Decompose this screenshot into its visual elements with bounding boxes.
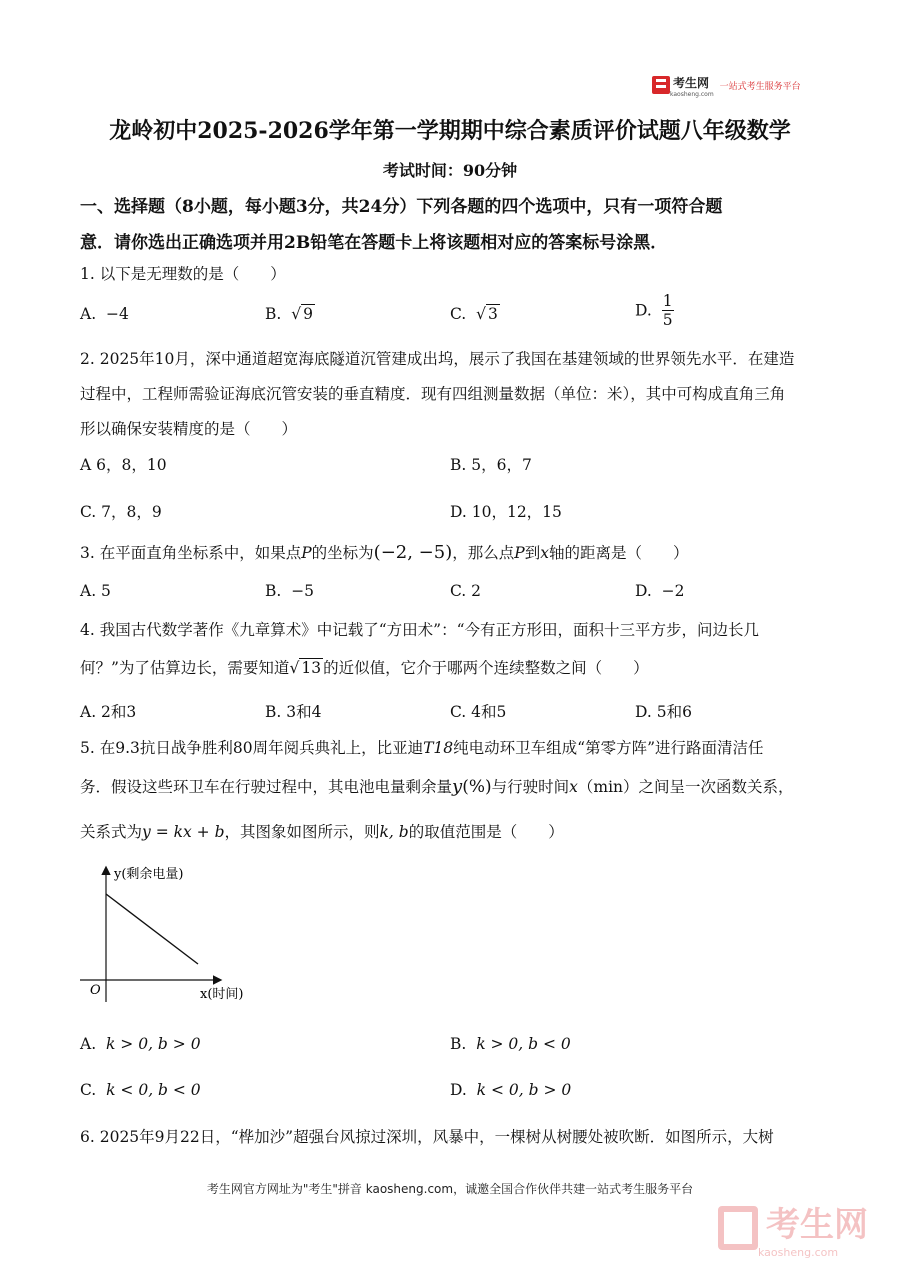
q5-line1: 5. 在9.3抗日战争胜利80周年阅兵典礼上，比亚迪T18纯电动环卫车组成“第零方阵”进行路面清洁任 [80, 739, 764, 757]
q5-option-c: C. k < 0, b < 0 [80, 1081, 201, 1099]
q3-stem: 3. 在平面直角坐标系中，如果点P的坐标为(−2, −5)，那么点P到x轴的距离是（ ） [80, 542, 689, 563]
logo-name: 考生网 [673, 76, 710, 90]
q5-option-b: B. k > 0, b < 0 [450, 1035, 571, 1053]
watermark-url: kaosheng.com [758, 1246, 839, 1259]
q5-line3: 关系式为y = kx + b，其图象如图所示，则k, b的取值范围是（ ） [80, 823, 564, 841]
q2-line3: 形以确保安装精度的是（ ） [80, 420, 298, 438]
section-heading-line2: 意．请你选出正确选项并用2B铅笔在答题卡上将该题相对应的答案标号涂黑． [80, 233, 668, 253]
q5-graph [80, 858, 270, 1008]
page-footer: 考生网官方网址为"考生"拼音 kaosheng.com，诚邀全国合作伙伴共建一站式考生服务平台 [206, 1182, 694, 1196]
q5-option-d: D. k < 0, b > 0 [450, 1081, 572, 1099]
site-logo [652, 74, 801, 96]
exam-time: 考试时间：90分钟 [382, 161, 518, 180]
function-line [106, 894, 198, 964]
q5-line2: 务．假设这些环卫车在行驶过程中，其电池电量剩余量y(%)与行驶时间x（min）之间呈一次函数关系， [80, 776, 794, 797]
q2-line1: 2. 2025年10月，深中通道超宽海底隧道沉管建成出坞，展示了我国在基建领域的世界领先水平．在建造 [80, 350, 795, 368]
q4-line2: 何？”为了估算边长，需要知道√ 13 的近似值，它介于哪两个连续整数之间（ ） [80, 659, 649, 677]
watermark-text: 考生网 [766, 1205, 868, 1245]
q3-option-d: D. −2 [635, 582, 685, 600]
q6-line1: 6. 2025年9月22日，“桦加沙”超强台风掠过深圳，风暴中，一棵树从树腰处被吹断．如图所示，大树 [80, 1128, 774, 1146]
logo-slogan: 一站式考生服务平台 [719, 81, 801, 92]
section-heading-line1: 一、选择题（8小题，每小题3分，共24分）下列各题的四个选项中，只有一项符合题 [80, 197, 723, 217]
q1-option-d: D. $\frac{1}{5}$ [635, 292, 673, 329]
q1-option-c: C. √ 3 [450, 305, 498, 323]
q1-option-a: A. −4 [80, 305, 129, 323]
q2-option-b: B. 5，6，7 [450, 456, 532, 474]
y-axis-label: y(剩余电量) [114, 867, 184, 882]
q4-option-a: A. 2和3 [80, 703, 137, 721]
x-axis-label: x(时间) [200, 987, 244, 1002]
q4-option-d: D. 5和6 [635, 703, 692, 721]
logo-icon [652, 76, 670, 94]
logo-url: kaosheng.com [670, 91, 714, 98]
q3-option-c: C. 2 [450, 582, 482, 600]
q2-option-c: C. 7，8，9 [80, 503, 162, 521]
q4-line1: 4. 我国古代数学著作《九章算术》中记载了“方田术”：“今有正方形田，面积十三平方步，问边长几 [80, 621, 759, 639]
watermark [718, 1198, 888, 1258]
q2-option-a: A 6，8，10 [80, 456, 167, 474]
q3-option-b: B. −5 [265, 582, 315, 600]
q1-option-b: B. √ 9 [265, 305, 313, 323]
origin-label: O [90, 983, 101, 998]
q2-line2: 过程中，工程师需验证海底沉管安装的垂直精度．现有四组测量数据（单位：米），其中可构成直角三角 [80, 385, 786, 403]
q1-stem: 1. 以下是无理数的是（ ） [80, 265, 286, 283]
watermark-logo-icon [718, 1206, 758, 1250]
q3-option-a: A. 5 [80, 582, 111, 600]
logo-text [670, 72, 714, 98]
q4-option-b: B. 3和4 [265, 703, 322, 721]
q5-option-a: A. k > 0, b > 0 [80, 1035, 201, 1053]
page-title: 龙岭初中2025-2026学年第一学期期中综合素质评价试题八年级数学 [109, 118, 791, 144]
q2-option-d: D. 10，12，15 [450, 503, 562, 521]
q4-option-c: C. 4和5 [450, 703, 507, 721]
